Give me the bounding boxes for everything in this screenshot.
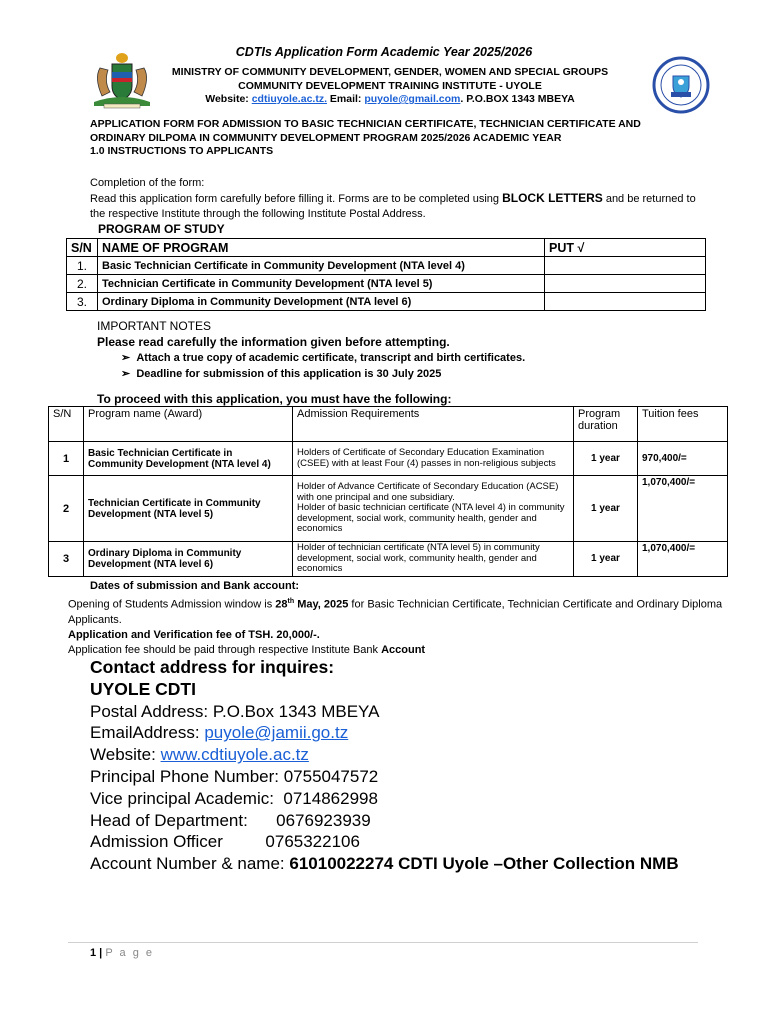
completion-heading: Completion of the form: bbox=[90, 177, 205, 189]
arrow-bullet-icon: ➢ bbox=[121, 352, 137, 364]
proceed-heading: To proceed with this application, you must have the following: bbox=[97, 392, 452, 406]
vice-principal-phone: Vice principal Academic: 0714862998 bbox=[90, 788, 378, 808]
contact-line: Website: cdtiuyole.ac.tz. Email: puyole@gmail.com. P.O.BOX 1343 MBEYA bbox=[205, 93, 575, 105]
list-item: ➢ Deadline for submission of this application is 30 July 2025 bbox=[121, 368, 442, 380]
account-line: Account Number & name: 61010022274 CDTI Uyole –Other Collection NMB bbox=[90, 854, 679, 874]
table-row: 1. Basic Technician Certificate in Community Development (NTA level 4) bbox=[67, 257, 706, 275]
instructions-heading: 1.0 INSTRUCTIONS TO APPLICANTS bbox=[90, 145, 274, 157]
institution-header bbox=[150, 66, 630, 107]
completion-section bbox=[90, 176, 710, 222]
fee-text: Application and Verification fee of TSH. 20,000/-. bbox=[68, 628, 320, 641]
contact-email-link[interactable]: puyole@jamii.go.tz bbox=[204, 723, 349, 743]
table-row: 3. Ordinary Diploma in Community Development (NTA level 6) bbox=[67, 293, 706, 311]
put-checkbox-cell[interactable] bbox=[545, 275, 706, 293]
table-row: 3 Ordinary Diploma in Community Development (NTA level 6) Holder of technician certificate (NTA level 5) in community development, social work, community health, gender and economics 1 year 1,070,400/= bbox=[49, 542, 728, 577]
contact-heading: Contact address for inquires: bbox=[90, 657, 335, 677]
form-title: CDTIs Application Form Academic Year 2025/2026 bbox=[235, 45, 533, 59]
table-row: 2 Technician Certificate in Community Development (NTA level 5) Holder of Advance Certificate of Secondary Education (ACSE) with one principal and one subsidiary. Holder of basic technician certificate (NTA level 4) in community development, social work, community health, gender and economics 1 year 1,070,400/= bbox=[49, 476, 728, 542]
website-line: Website: www.cdtiuyole.ac.tz bbox=[90, 745, 309, 765]
coat-of-arms-icon bbox=[86, 50, 158, 110]
table-header-row bbox=[67, 239, 706, 257]
header-program: NAME OF PROGRAM bbox=[98, 239, 545, 257]
email-line: EmailAddress: puyole@jamii.go.tz bbox=[90, 723, 349, 743]
admission-officer-phone: Admission Officer 0765322106 bbox=[90, 832, 360, 852]
dates-heading: Dates of submission and Bank account: bbox=[90, 580, 300, 592]
postal-address: Postal Address: P.O.Box 1343 MBEYA bbox=[90, 701, 380, 721]
contact-section bbox=[90, 657, 679, 875]
header-website-link[interactable]: cdtiuyole.ac.tz. bbox=[251, 93, 327, 105]
list-item: ➢ Attach a true copy of academic certificate, transcript and birth certificates. bbox=[121, 352, 526, 364]
contact-name: UYOLE CDTI bbox=[90, 678, 196, 699]
completion-text: Read this application form carefully before filling it. Forms are to be completed using BLOCK LETTERS and be returned to the respective Institute through the following Institute Postal Address. bbox=[90, 191, 696, 220]
page-footer: 1 | P a g e bbox=[90, 947, 154, 959]
put-checkbox-cell[interactable] bbox=[545, 293, 706, 311]
table-header-row: S/N Program name (Award) Admission Requirements Program duration Tuition fees bbox=[49, 407, 728, 442]
ministry-name: MINISTRY OF COMMUNITY DEVELOPMENT, GENDER, WOMEN AND SPECIAL GROUPS bbox=[171, 66, 609, 78]
dates-section bbox=[68, 579, 728, 658]
footer-divider bbox=[68, 942, 698, 943]
program-of-study-title: PROGRAM OF STUDY bbox=[98, 222, 225, 236]
notes-subtitle: Please read carefully the information given before attempting. bbox=[97, 335, 450, 349]
hod-phone: Head of Department: 0676923939 bbox=[90, 810, 371, 830]
opening-text: Opening of Students Admission window is 28th May, 2025 for Basic Technician Certificate, Technician Certificate and Ordinary Diploma Applicants. bbox=[68, 598, 723, 626]
application-title: APPLICATION FORM FOR ADMISSION TO BASIC TECHNICIAN CERTIFICATE, TECHNICIAN CERTIFICATE AND ORDINARY DILPOMA IN COMMUNITY DEVELOPMENT PROGRAM 2025/2026 ACADEMIC YEAR 1.0 INSTRUCTIONS TO APPLICANTS bbox=[90, 118, 710, 159]
program-of-study-table bbox=[66, 238, 706, 311]
table-row: 1 Basic Technician Certificate in Community Development (NTA level 4) Holders of Certificate of Secondary Education Examination (CSEE) with at least Four (4) passes in non-religious subjects 1 year 970,400/= bbox=[49, 442, 728, 476]
requirements-table bbox=[48, 406, 728, 577]
paid-text: Application fee should be paid through respective Institute Bank Account bbox=[68, 643, 426, 656]
table-row: 2. Technician Certificate in Community Development (NTA level 5) bbox=[67, 275, 706, 293]
principal-phone: Principal Phone Number: 0755047572 bbox=[90, 766, 379, 786]
important-notes bbox=[97, 318, 697, 382]
institute-logo-icon bbox=[652, 56, 710, 114]
put-checkbox-cell[interactable] bbox=[545, 257, 706, 275]
notes-title: IMPORTANT NOTES bbox=[97, 319, 212, 333]
header-email-link[interactable]: puyole@gmail.com bbox=[364, 93, 461, 105]
contact-website-link[interactable]: www.cdtiuyole.ac.tz bbox=[160, 745, 309, 765]
header-put: PUT √ bbox=[545, 239, 706, 257]
institute-name: COMMUNITY DEVELOPMENT TRAINING INSTITUTE - UYOLE bbox=[238, 79, 542, 92]
header-sn: S/N bbox=[67, 239, 98, 257]
arrow-bullet-icon: ➢ bbox=[121, 368, 137, 380]
